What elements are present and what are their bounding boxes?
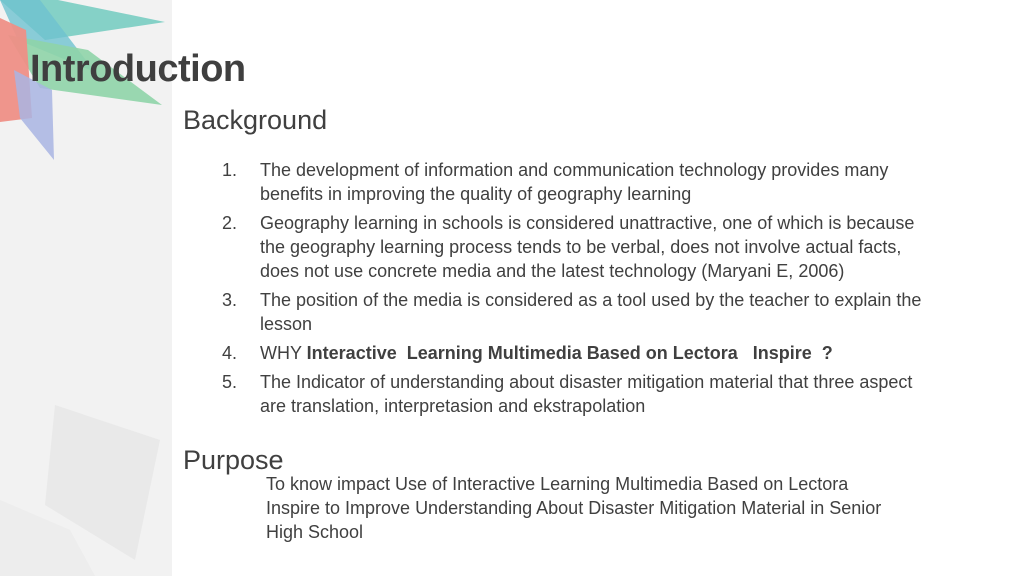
decorative-faint-shapes xyxy=(0,380,172,576)
list-number: 5. xyxy=(222,372,238,392)
list-item-text: The Indicator of understanding about disaster mitigation material that three aspect are translation, interpretasion and ekstrapolation xyxy=(260,372,913,416)
background-heading: Background xyxy=(183,105,328,135)
list-item xyxy=(222,341,942,365)
list-item-bold-text: Interactive Learning Multimedia Based on Lectora Inspire ? xyxy=(306,343,833,363)
list-number: 1. xyxy=(222,160,238,180)
slide-title: Introduction xyxy=(30,48,246,90)
list-item-text: The development of information and communication technology provides many benefits in improving the quality of geography learning xyxy=(260,160,889,204)
list-item xyxy=(222,288,942,336)
list-item xyxy=(222,158,942,206)
list-item-text: Geography learning in schools is considered unattractive, one of which is because the geography learning process tends to be verbal, does not involve actual facts, does not use concrete media and the latest technology (Maryani E, 2006) xyxy=(260,213,915,281)
purpose-text: To know impact Use of Interactive Learning Multimedia Based on Lectora Inspire to Improve Understanding About Disaster Mitigation Material in Senior High School xyxy=(266,474,882,542)
list-number: 3. xyxy=(222,290,238,310)
list-number: 2. xyxy=(222,213,238,233)
background-list xyxy=(222,158,942,423)
list-number: 4. xyxy=(222,343,238,363)
purpose-heading: Purpose xyxy=(183,445,284,475)
list-item xyxy=(222,370,942,418)
list-item-text: The position of the media is considered as a tool used by the teacher to explain the lesson xyxy=(260,290,922,334)
list-item xyxy=(222,211,942,283)
list-item-prefix: WHY xyxy=(260,343,307,363)
